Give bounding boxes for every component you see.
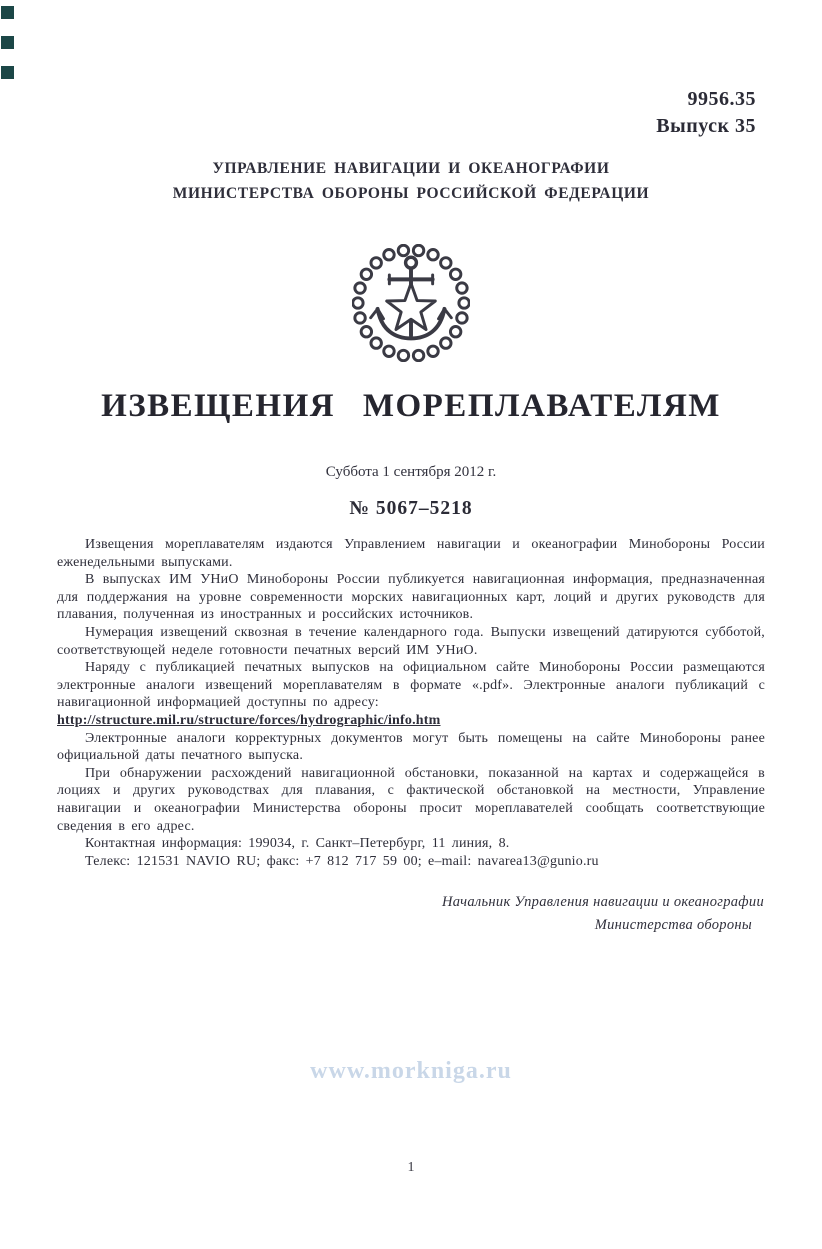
contact-line: Контактная информация: 199034, г. Санкт–Петербург, 11 линия, 8. — [85, 836, 510, 852]
paragraph: Нумерация извещений сквозная в течение календарного года. Выпуски извещений датируются субботой, соответствующей неделе готовности печатных версий ИМ УНиО. — [57, 624, 765, 658]
telex-line: Телекс: 121531 NAVIO RU; факс: +7 812 717 59 00; e–mail: navarea13@gunio.ru — [85, 853, 599, 869]
issue-date: Суббота 1 сентября 2012 г. — [325, 464, 497, 480]
scan-edge-mark — [1, 66, 14, 79]
paragraph: При обнаружении расхождений навигационной обстановки, показанной на картах и содержащейся в лоциях и других руководствах для плавания, с фактической обстановкой на местности, Управление навигации и океанографии Министерства обороны просит мореплавателей сообщать соответствующие сведения в его адрес. — [57, 765, 765, 834]
anchor-star-chain-emblem-icon — [352, 244, 470, 362]
paragraph — [57, 659, 765, 729]
signature-title-line2: Министерства обороны — [594, 917, 752, 933]
organization-header — [57, 156, 765, 206]
site-watermark: www.morkniga.ru — [310, 1058, 512, 1084]
page-number: 1 — [407, 1160, 415, 1175]
body-text — [57, 536, 765, 870]
emblem-container — [0, 244, 822, 362]
paragraph: В выпусках ИМ УНиО Минобороны России публикуется навигационная информация, предназначенная для поддержания на уровне современности морских навигационных карт, лоций и других руководств для плавания, полученная из иностранных и российских источников. — [57, 572, 765, 623]
signature-block — [344, 891, 764, 937]
issue-label: Выпуск 35 — [656, 115, 756, 137]
doc-number: 9956.35 — [687, 88, 756, 110]
notice-number-range: № 5067–5218 — [349, 498, 473, 519]
doc-number-block — [656, 86, 756, 140]
org-line2: МИНИСТЕРСТВА ОБОРОНЫ РОССИЙСКОЙ ФЕДЕРАЦИИ — [172, 185, 650, 202]
scan-edge-mark — [1, 6, 14, 19]
org-line1: УПРАВЛЕНИЕ НАВИГАЦИИ И ОКЕАНОГРАФИИ — [212, 160, 610, 177]
scan-edge-mark — [1, 36, 14, 49]
paragraph: Электронные аналоги корректурных документов могут быть помещены на сайте Минобороны ранее официальной даты печатного выпуска. — [57, 730, 765, 764]
hydrographic-info-url: http://structure.mil.ru/structure/forces/hydrographic/info.htm — [57, 712, 441, 728]
paragraph: Извещения мореплавателям издаются Управлением навигации и океанографии Минобороны России еженедельными выпусками. — [57, 537, 765, 570]
paragraph-text: Наряду с публикацией печатных выпусков на официальном сайте Минобороны России размещаются электронные аналоги извещений мореплавателям в формате «.pdf». Электронные аналоги публикаций с навигационной информацией доступны по адресу: — [57, 660, 765, 711]
signature-title-line1: Начальник Управления навигации и океанографии — [442, 894, 764, 910]
page-title: ИЗВЕЩЕНИЯ МОРЕПЛАВАТЕЛЯМ — [101, 388, 721, 424]
